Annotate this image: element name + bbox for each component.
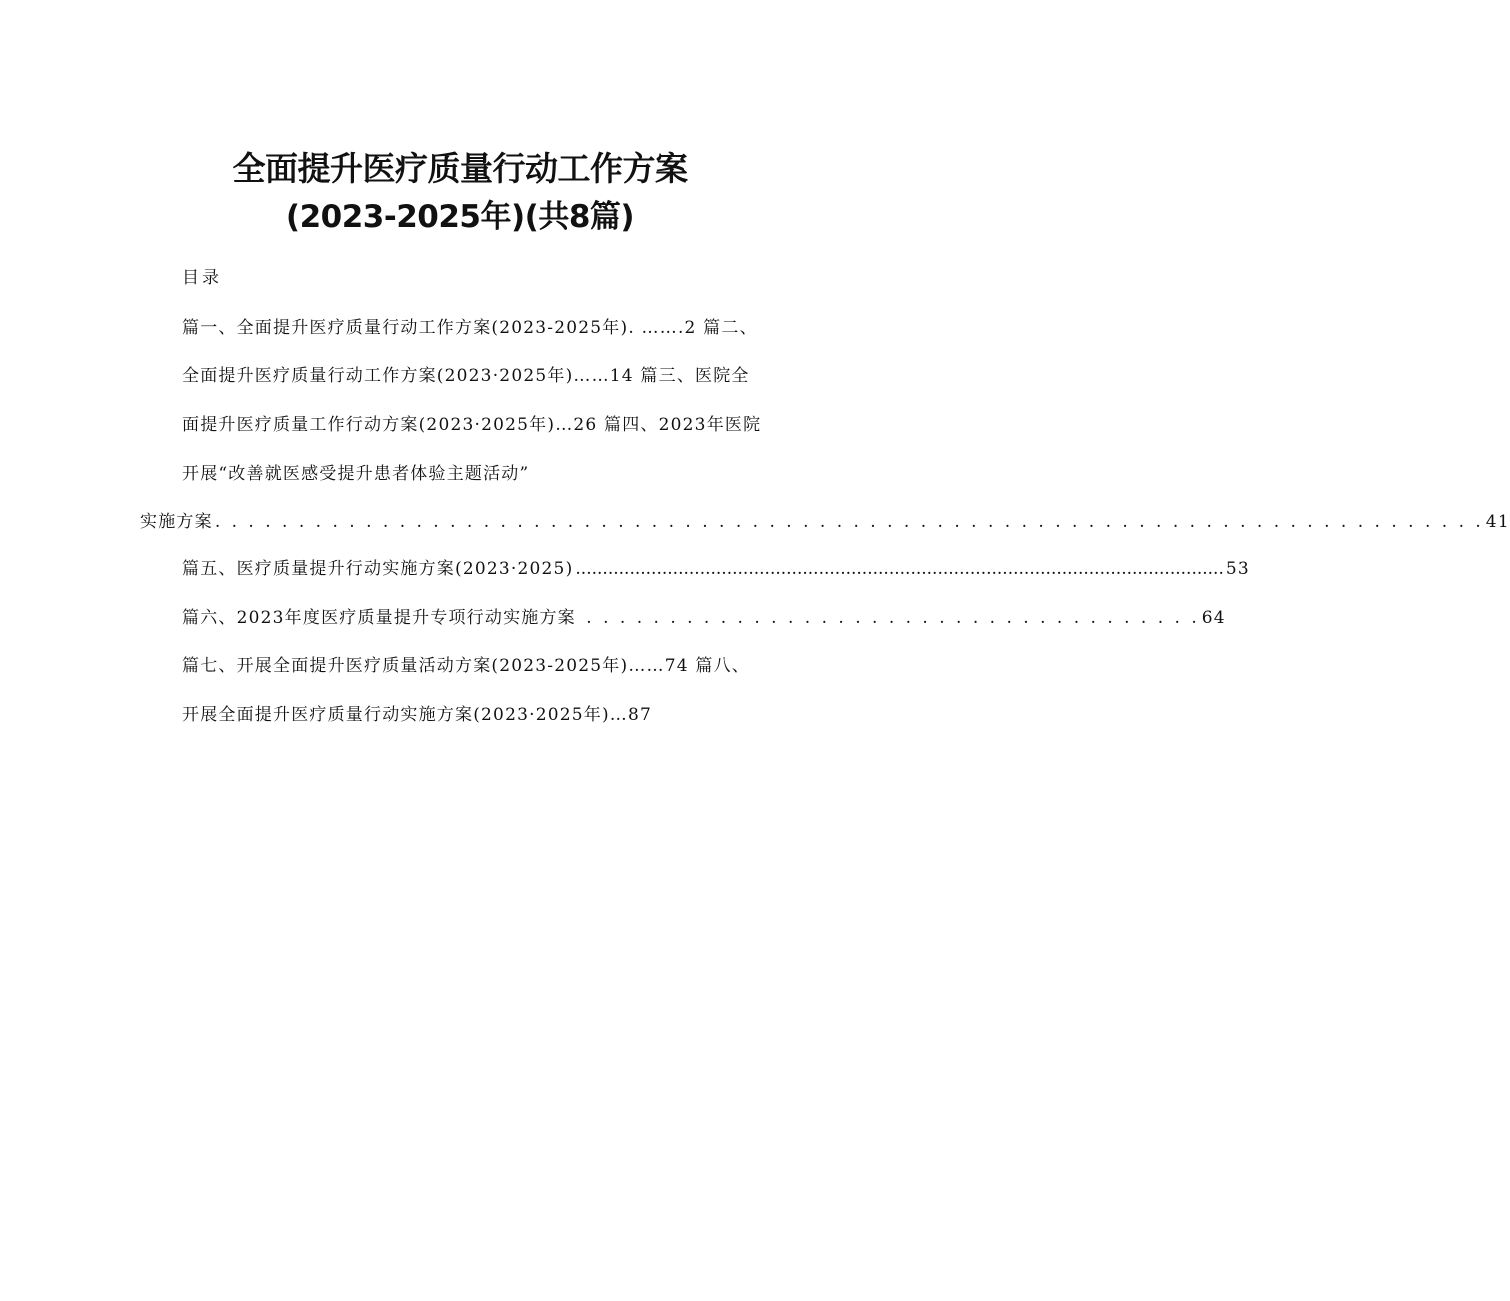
toc-page-number: 64 bbox=[1201, 608, 1226, 628]
toc-leader: ........................................................................................................................ bbox=[575, 559, 1224, 579]
toc-entry-text: 篇五、医疗质量提升行动实施方案(2023·2025) bbox=[182, 559, 574, 579]
toc-line: 全面提升医疗质量行动工作方案(2023·2025年)……14 篇三、医院全 bbox=[182, 366, 750, 386]
toc-leader: . . . . . . . . . . . . . . . . . . . . . . . . . . . . . . . . . . . . . . . . . . . . . . . . . . . . . . . . . . . . . . . . . . . . . . . . . . . . bbox=[214, 512, 1484, 532]
toc-entry bbox=[182, 603, 1226, 628]
toc-entry-text: 篇六、2023年度医疗质量提升专项行动实施方案 bbox=[182, 608, 576, 628]
toc-line: 篇七、开展全面提升医疗质量活动方案(2023-2025年)……74 篇八、 bbox=[182, 656, 750, 676]
toc-line: 开展全面提升医疗质量行动实施方案(2023·2025年)…87 bbox=[182, 705, 653, 725]
toc-entry bbox=[182, 554, 1250, 579]
toc-page-number: 41 bbox=[1485, 512, 1510, 532]
toc-entry-text: 实施方案 bbox=[140, 512, 213, 532]
toc-leader: . . . . . . . . . . . . . . . . . . . . . . . . . . . . . . . . . . . . . bbox=[577, 608, 1200, 628]
toc-line: 开展“改善就医感受提升患者体验主题活动” bbox=[182, 464, 530, 484]
toc-entry bbox=[140, 507, 1510, 532]
document-subtitle: (2023-2025年)(共8篇) bbox=[285, 199, 635, 235]
toc-page-number: 53 bbox=[1225, 559, 1250, 579]
toc-line: 篇一、全面提升医疗质量行动工作方案(2023-2025年). …….2 篇二、 bbox=[182, 318, 758, 338]
toc-line: 面提升医疗质量工作行动方案(2023·2025年)…26 篇四、2023年医院 bbox=[182, 415, 762, 435]
toc-heading: 目录 bbox=[182, 268, 222, 288]
document-title: 全面提升医疗质量行动工作方案 bbox=[232, 149, 688, 188]
